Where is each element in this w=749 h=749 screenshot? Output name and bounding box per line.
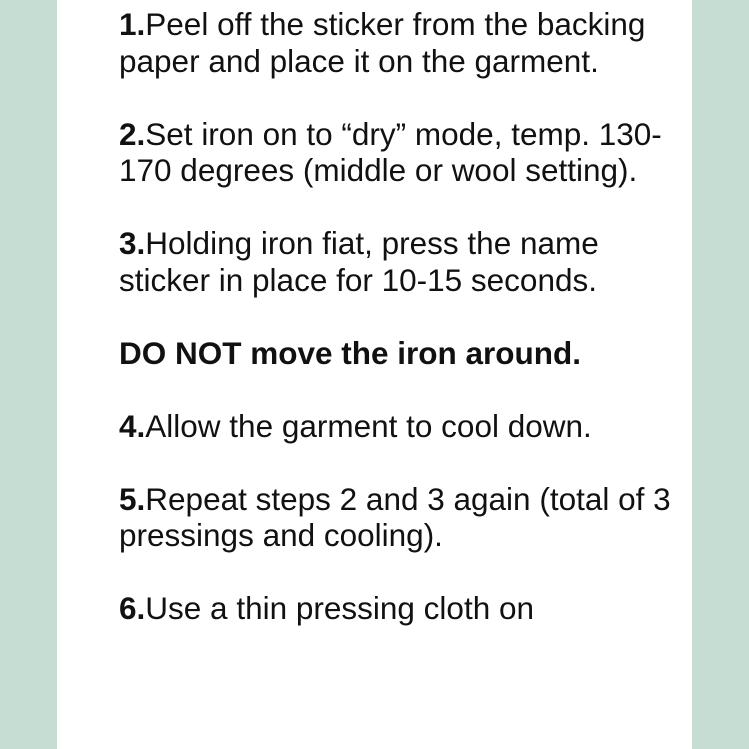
- step-6: [119, 590, 687, 627]
- step-4-number: 4.: [119, 407, 146, 444]
- step-2-number: 2.: [119, 115, 146, 152]
- step-5-number: 5.: [119, 480, 146, 517]
- step-1-number: 1.: [119, 6, 146, 42]
- step-1: [119, 6, 687, 79]
- step-3: [119, 225, 687, 298]
- step-6-number: 6.: [119, 590, 146, 626]
- step-2-text: Set iron on to “dry” mode, temp. 130-170 degrees (middle or wool setting).: [119, 115, 662, 188]
- step-5-text: Repeat steps 2 and 3 again (total of 3 pressings and cooling).: [119, 480, 671, 553]
- warning-text: DO NOT move the iron around.: [119, 334, 582, 371]
- step-3-number: 3.: [119, 225, 146, 261]
- instruction-card: [57, 0, 692, 749]
- step-6-text: Use a thin pressing cloth on: [145, 590, 535, 626]
- step-1-text: Peel off the sticker from the backing paper and place it on the garment.: [119, 6, 646, 79]
- instructions-list: [119, 6, 687, 663]
- step-2: [119, 116, 687, 189]
- step-4: [119, 408, 687, 445]
- step-5: [119, 481, 687, 554]
- step-4-text: Allow the garment to cool down.: [145, 407, 592, 444]
- step-3-text: Holding iron fiat, press the name sticker in place for 10-15 seconds.: [119, 225, 599, 298]
